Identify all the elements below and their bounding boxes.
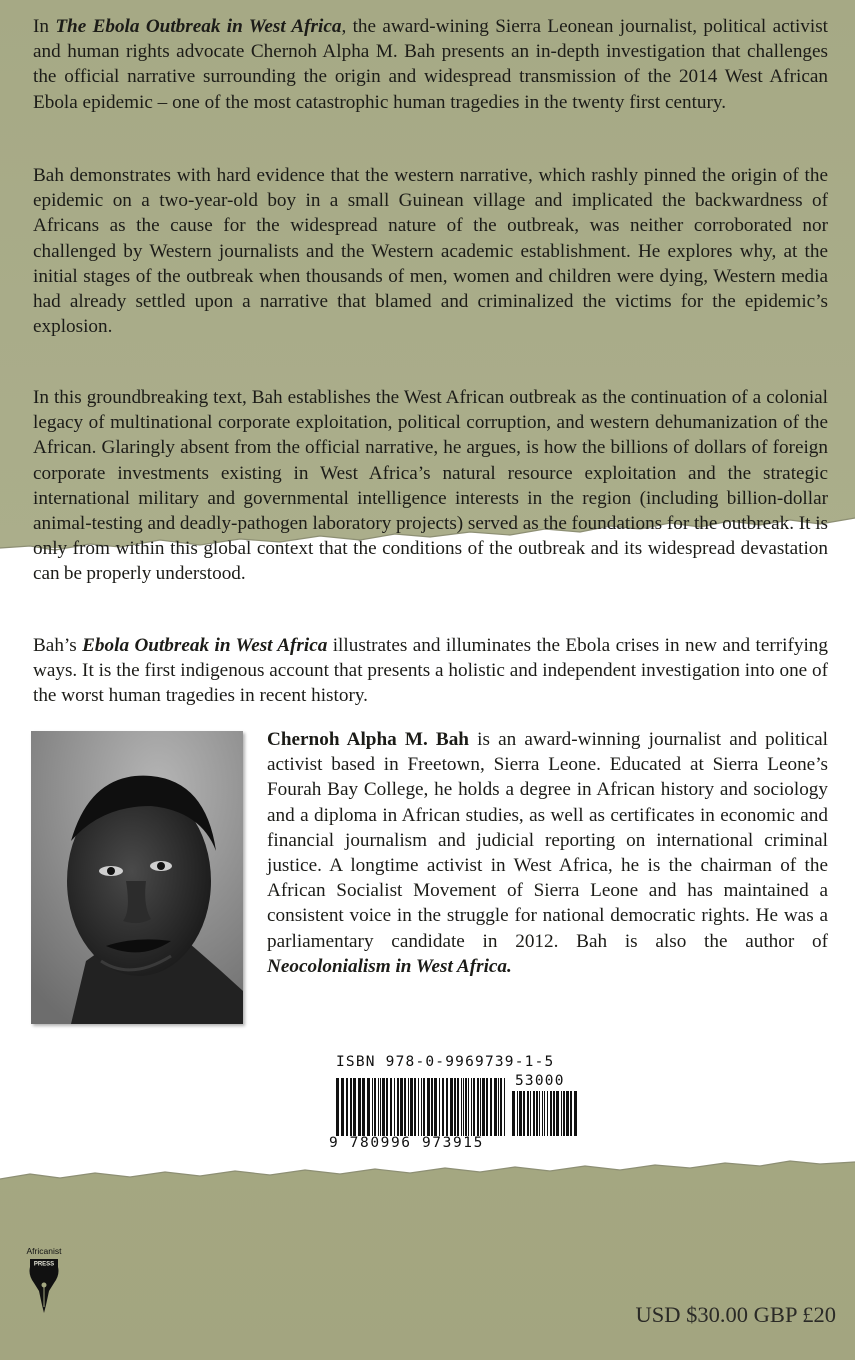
logo-text-bottom: PRESS xyxy=(33,1261,55,1268)
barcode-bar xyxy=(482,1078,485,1136)
barcode-bar xyxy=(517,1091,518,1136)
barcode-bar xyxy=(504,1078,505,1136)
p4-text: illustrates and illuminates the Ebola crises in new and terrifying ways. It is the first indigenous account that presents a holistic and independent investigation into one of the worst human tragedies in recent history. xyxy=(33,635,828,707)
description-paragraph-1 xyxy=(33,14,828,115)
barcode-bar xyxy=(367,1078,370,1136)
barcode-bar xyxy=(465,1078,467,1136)
barcode-bar xyxy=(570,1091,572,1136)
p1-intro: In xyxy=(33,16,56,37)
description-paragraph-3: In this groundbreaking text, Bah establishes the West African outbreak as the continuation of a colonial legacy of multinational corporate exploitation, political corruption, and western dehumanization of the African. Glaringly absent from the official narrative, he argues, is how the billions of dollars of foreign corporate investments existing in West Africa’s natural resource exploitation and the strategic international military and governmental intelligence interests in the region (including billion-dollar animal-testing and deadly-pathogen laboratory projects) served as the foundations for the outbreak. It is only from within this global context that the conditions of the outbreak and its widespread devastation can be properly understood. xyxy=(33,387,828,585)
barcode-bars xyxy=(336,1078,508,1136)
author-name: Chernoh Alpha M. Bah xyxy=(267,729,469,750)
barcode-bar xyxy=(341,1078,344,1136)
barcode-bar xyxy=(439,1078,440,1136)
barcode-bar xyxy=(563,1091,565,1136)
barcode-bar xyxy=(498,1078,499,1136)
barcode-bar xyxy=(372,1078,373,1136)
barcode-bar xyxy=(434,1078,437,1136)
barcode-bar xyxy=(362,1078,365,1136)
barcode-bar xyxy=(390,1078,392,1136)
barcode-bar xyxy=(544,1091,545,1136)
barcode-bar xyxy=(542,1091,543,1136)
price-label: USD $30.00 GBP £20 xyxy=(635,1302,836,1327)
barcode-bar xyxy=(380,1078,381,1136)
publisher-logo xyxy=(24,1245,64,1315)
barcode-bar xyxy=(536,1091,538,1136)
barcode-bar xyxy=(450,1078,453,1136)
barcode-bar xyxy=(400,1078,403,1136)
barcode-bar xyxy=(471,1078,472,1136)
barcode-bar xyxy=(414,1078,416,1136)
barcode-bar xyxy=(394,1078,395,1136)
barcode-bar xyxy=(539,1091,540,1136)
barcode-bar xyxy=(353,1078,356,1136)
other-book-title: Neocolonialism in West Africa. xyxy=(267,955,512,977)
barcode-bar xyxy=(468,1078,469,1136)
author-portrait-icon xyxy=(31,731,243,1024)
ean-digits: 9 780996 973915 xyxy=(329,1135,484,1151)
barcode-bar xyxy=(404,1078,406,1136)
barcode-bar xyxy=(556,1091,559,1136)
barcode-price-code: 53000 xyxy=(515,1073,565,1089)
barcode-bar xyxy=(431,1078,433,1136)
barcode-bar xyxy=(523,1091,525,1136)
barcode-bar xyxy=(421,1078,422,1136)
barcode-bar xyxy=(500,1078,502,1136)
barcode-bar xyxy=(566,1091,569,1136)
author-bio-text: is an award-winning journalist and political activist based in Freetown, Sierra Leone. Educated at Sierra Leone’s Fourah Bay College, he holds a degree in African history and sociology and a diploma in African studies, as well as certificates in economic and financial journalism and judicial reporting on international criminal justice. A longtime activist in West Africa, he is the chairman of the African Socialist Movement of Sierra Leone and has maintained a consistent voice in the struggle for national democratic rights. He was a parliamentary candidate in 2012. Bah is also the author of xyxy=(267,729,829,952)
barcode-bar xyxy=(553,1091,555,1136)
barcode-bar xyxy=(423,1078,425,1136)
barcode-bar xyxy=(477,1078,479,1136)
author-bio xyxy=(267,727,828,979)
barcode-bar xyxy=(350,1078,352,1136)
barcode-bar xyxy=(386,1078,388,1136)
barcode-bar xyxy=(442,1078,444,1136)
barcode-bar xyxy=(378,1078,379,1136)
barcode-bar xyxy=(336,1078,339,1136)
barcode-bar xyxy=(463,1078,464,1136)
p1-text: , the award-wining Sierra Leonean journalist, political activist and human rights advocate Chernoh Alpha M. Bah presents an in-depth investigation that challenges the official narrative surrounding the origin and widespread transmission of the 2014 West African Ebola epidemic – one of the most catastrophic human tragedies in the twenty first century. xyxy=(33,16,829,113)
barcode-bar xyxy=(346,1078,348,1136)
barcode-bar xyxy=(533,1091,535,1136)
barcode-bar xyxy=(454,1078,456,1136)
isbn-number: ISBN 978-0-9969739-1-5 xyxy=(336,1054,555,1070)
barcode-bar xyxy=(561,1091,562,1136)
barcode-bar xyxy=(408,1078,409,1136)
barcode-bar xyxy=(457,1078,459,1136)
barcode-bar xyxy=(446,1078,448,1136)
barcode-bar xyxy=(427,1078,430,1136)
book-title: The Ebola Outbreak in West Africa xyxy=(55,16,342,37)
barcode-bar xyxy=(358,1078,361,1136)
barcode-bar xyxy=(519,1091,522,1136)
barcode-bar xyxy=(490,1078,492,1136)
bottom-background xyxy=(0,1160,855,1360)
barcode-bar xyxy=(550,1091,552,1136)
barcode-bar xyxy=(397,1078,399,1136)
barcode-addon-bars xyxy=(512,1091,578,1136)
barcode-bar xyxy=(512,1091,515,1136)
author-photo xyxy=(31,731,243,1024)
logo-text-top: Africanist xyxy=(26,1246,62,1256)
barcode-bar xyxy=(574,1091,577,1136)
barcode-bar xyxy=(480,1078,481,1136)
barcode-bar xyxy=(382,1078,385,1136)
barcode-bar xyxy=(547,1091,548,1136)
barcode-bar xyxy=(410,1078,413,1136)
book-title-repeat: Ebola Outbreak in West Africa xyxy=(82,635,328,656)
barcode-bar xyxy=(461,1078,462,1136)
barcode-bar xyxy=(374,1078,376,1136)
barcode-bar xyxy=(473,1078,475,1136)
description-paragraph-2: Bah demonstrates with hard evidence that the western narrative, which rashly pinned the origin of the epidemic on a two-year-old boy in a small Guinean village and implicated the backwardness of Africans as the cause for the widespread nature of the outbreak, was neither corroborated nor challenged by Western journalists and the Western academic establishment. He explores why, at the initial stages of the outbreak when thousands of men, women and children were dying, Western media had already settled upon a narrative that blamed and criminalized the victims for the epidemic’s explosion. xyxy=(33,165,828,338)
barcode-bar xyxy=(530,1091,531,1136)
barcode-bar xyxy=(418,1078,419,1136)
barcode-bar xyxy=(494,1078,497,1136)
description-paragraph-4 xyxy=(33,633,828,709)
p4-intro: Bah’s xyxy=(33,635,83,656)
barcode-bar xyxy=(486,1078,488,1136)
barcode-bar xyxy=(527,1091,529,1136)
